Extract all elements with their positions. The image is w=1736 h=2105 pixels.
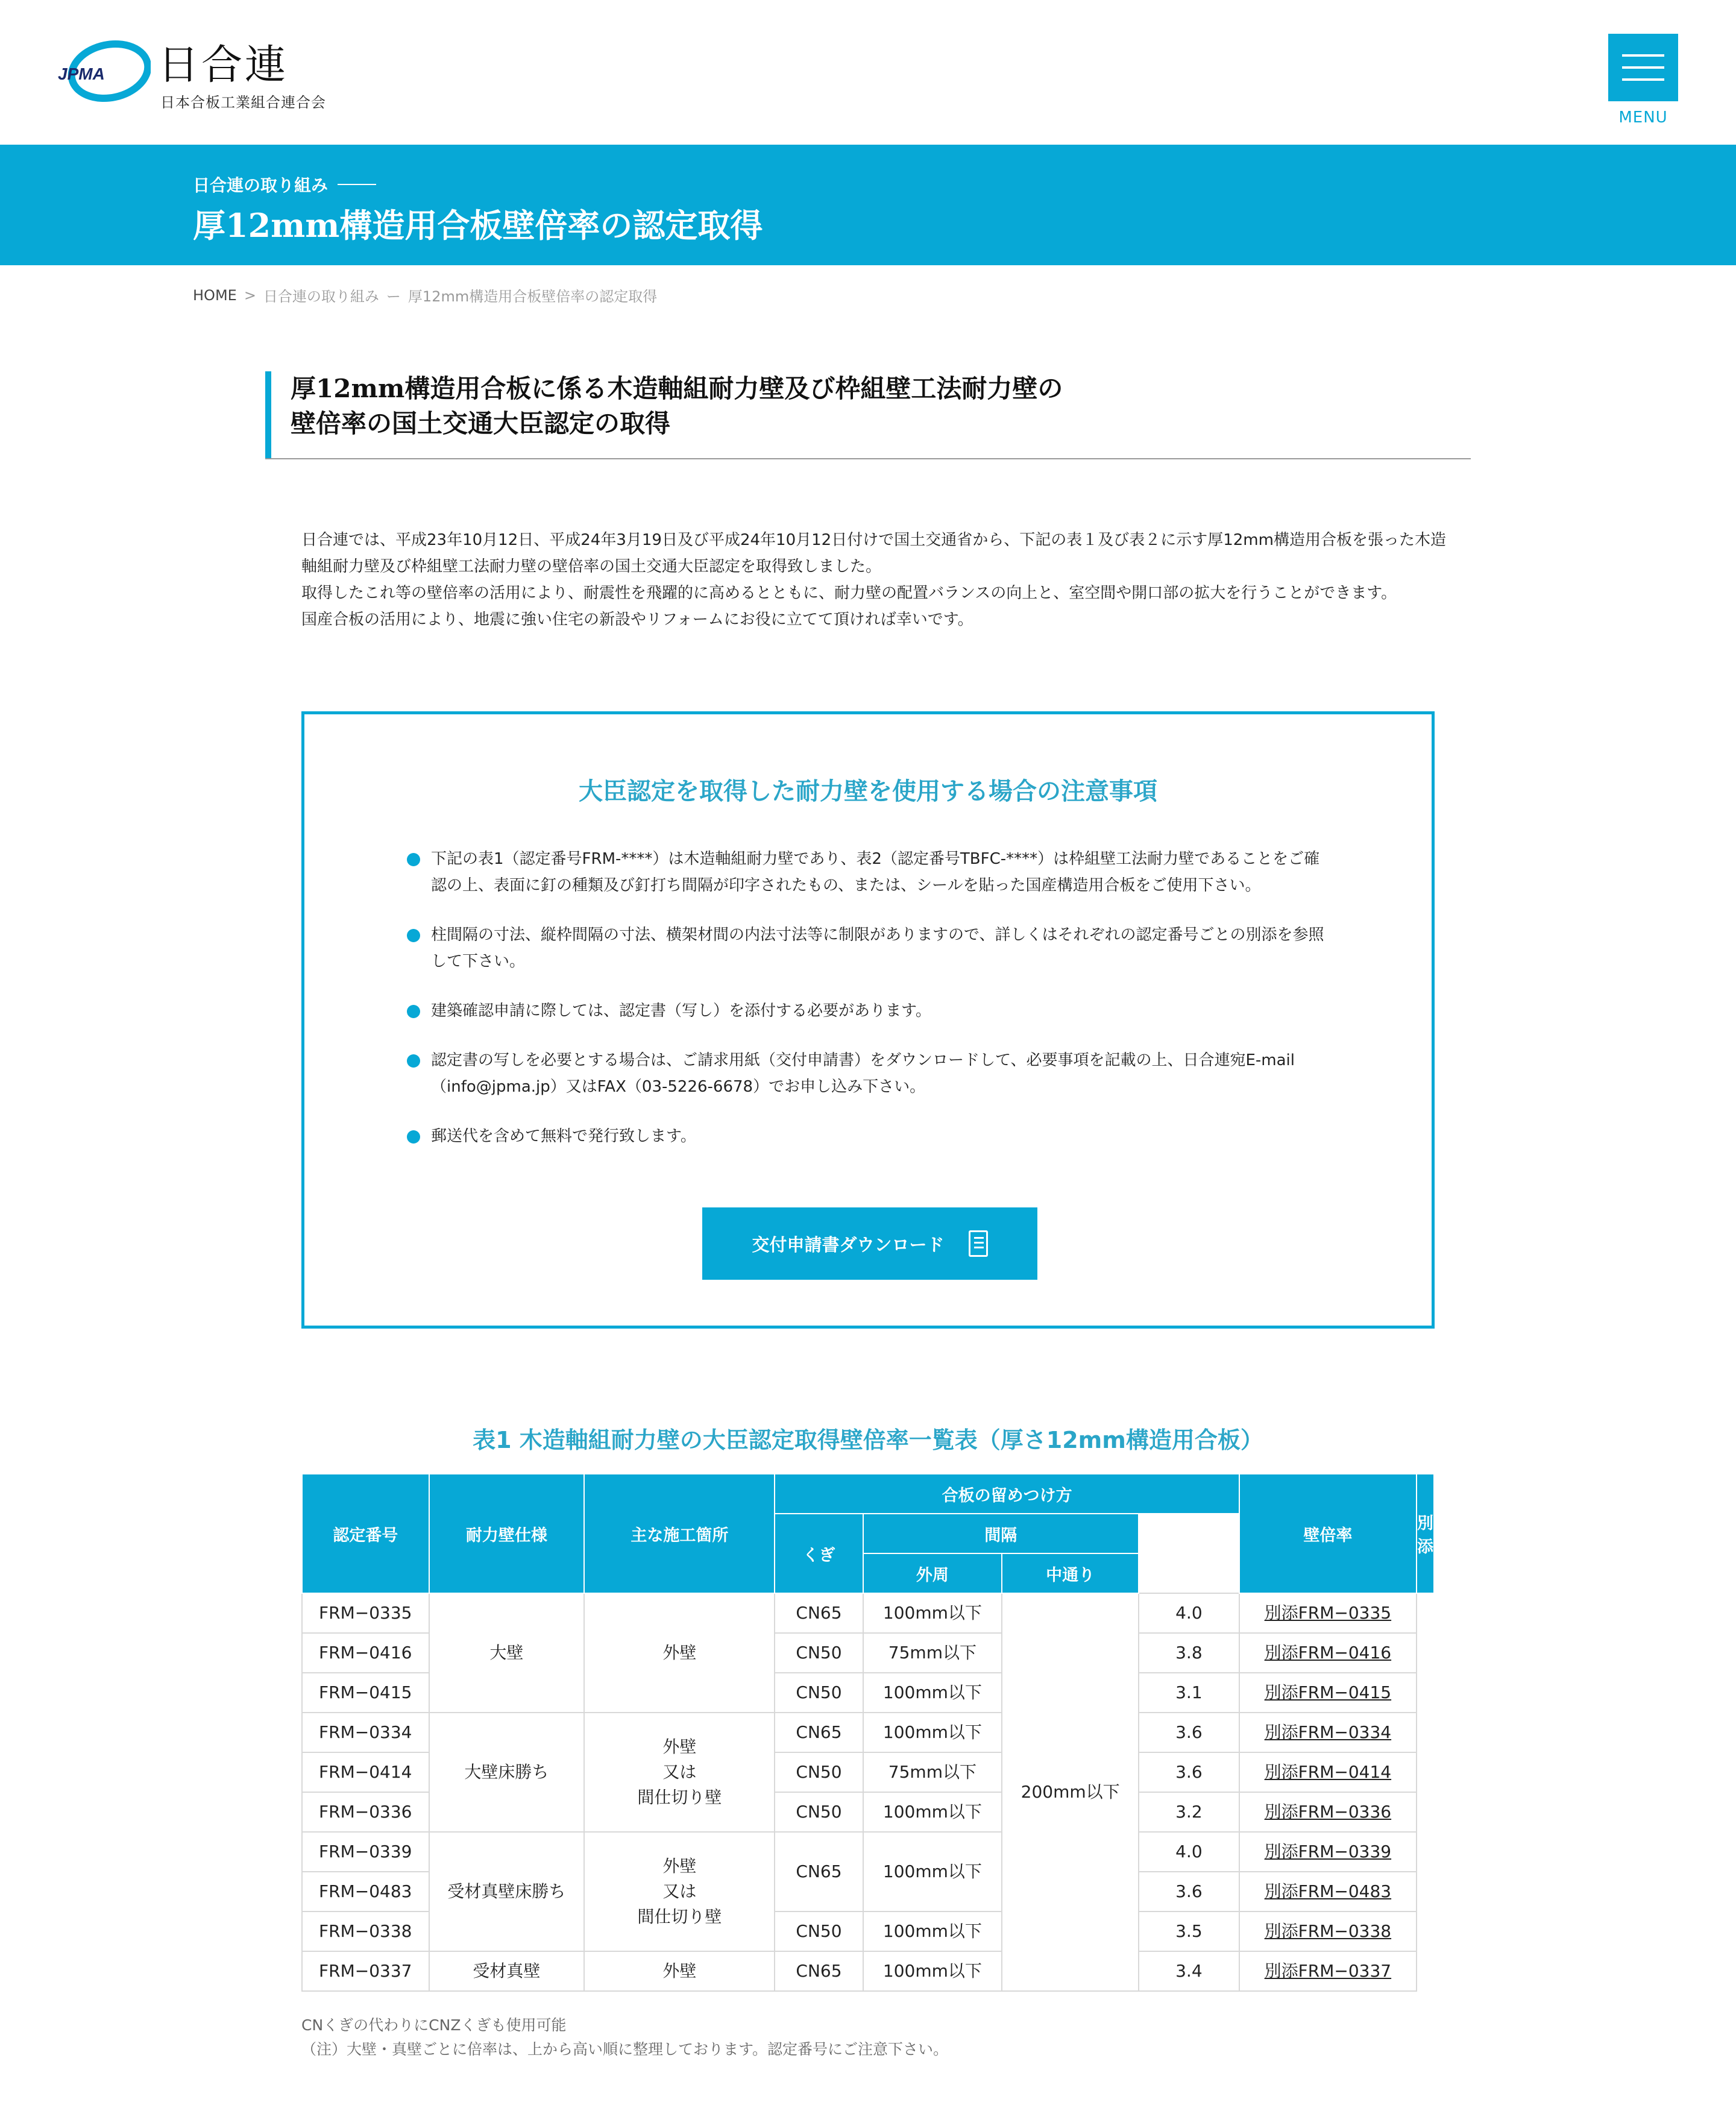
middle-spacing-cell: 200mm以下	[1002, 1593, 1139, 1991]
location-cell: 外壁 又は 間仕切り壁	[584, 1713, 775, 1832]
ratio-cell: 4.0	[1139, 1832, 1239, 1872]
ratio-cell: 3.6	[1139, 1713, 1239, 1752]
breadcrumb-category[interactable]: 日合連の取り組み	[263, 288, 379, 305]
download-button[interactable]	[702, 1207, 1037, 1280]
table-row	[302, 1832, 1434, 1872]
nail-cell: CN65	[775, 1593, 863, 1633]
cert-no-cell: FRM−0483	[302, 1872, 429, 1911]
nail-cell: CN50	[775, 1633, 863, 1673]
table1-title: 表1 木造軸組耐力壁の大臣認定取得壁倍率一覧表（厚さ12mm構造用合板）	[473, 1427, 1263, 1453]
outer-cell: 100mm以下	[863, 1951, 1002, 1991]
nail-cell: CN65	[775, 1713, 863, 1752]
nail-cell: CN65	[775, 1832, 863, 1911]
notice-item-text: 建築確認申請に際しては、認定書（写し）を添付する必要があります。	[431, 1002, 931, 1020]
ratio-cell: 3.6	[1139, 1872, 1239, 1911]
band-divider	[338, 184, 376, 185]
attachment-link[interactable]: 別添FRM−0415	[1264, 1682, 1392, 1702]
notice-item	[407, 1123, 1329, 1150]
attachment-link[interactable]: 別添FRM−0416	[1264, 1643, 1392, 1663]
outer-cell: 100mm以下	[863, 1673, 1002, 1713]
breadcrumb	[193, 285, 657, 306]
cert-no-cell: FRM−0339	[302, 1832, 429, 1872]
header-attachment: 別添	[1417, 1474, 1434, 1593]
notice-item	[407, 846, 1329, 899]
spec-cell: 大壁床勝ち	[429, 1713, 585, 1832]
org-full-name: 日本合板工業組合連合会	[160, 94, 326, 111]
section-heading-line1: 厚12mm構造用合板に係る木造軸組耐力壁及び枠組壁工法耐力壁の	[291, 374, 1063, 403]
intro-paragraph: 取得したこれ等の壁倍率の活用により、耐震性を飛躍的に高めるとともに、耐力壁の配置バランスの向上と、室空間や開口部の拡大を行うことができます。	[301, 584, 1397, 602]
nail-cell: CN50	[775, 1752, 863, 1792]
band-category	[193, 172, 376, 197]
attachment-cell	[1239, 1911, 1417, 1951]
cert-no-cell: FRM−0416	[302, 1633, 429, 1673]
outer-cell: 75mm以下	[863, 1633, 1002, 1673]
spec-cell: 受材真壁床勝ち	[429, 1832, 585, 1951]
ratio-cell: 3.5	[1139, 1911, 1239, 1951]
table-row	[302, 1593, 1434, 1633]
header-nail: くぎ	[775, 1514, 863, 1593]
cert-no-cell: FRM−0414	[302, 1752, 429, 1792]
breadcrumb-separator: >	[244, 286, 256, 304]
attachment-cell	[1239, 1673, 1417, 1713]
site-header	[0, 0, 1736, 145]
table-notes	[301, 2013, 948, 2062]
bullet-icon	[407, 1130, 420, 1144]
notice-box	[301, 711, 1435, 1329]
outer-cell: 100mm以下	[863, 1713, 1002, 1752]
attachment-link[interactable]: 別添FRM−0339	[1264, 1842, 1392, 1861]
notice-item-text: 柱間隔の寸法、縦枠間隔の寸法、横架材間の内法寸法等に制限がありますので、詳しくはそれぞれの認定番号ごとの別添を参照して下さい。	[431, 926, 1324, 971]
intro-paragraph: 国産合板の活用により、地震に強い住宅の新設やリフォームにお役に立てて頂ければ幸いです。	[301, 611, 973, 629]
bullet-icon	[407, 1054, 420, 1068]
hamburger-icon	[1622, 54, 1664, 57]
breadcrumb-current: 厚12mm構造用合板壁倍率の認定取得	[407, 288, 658, 305]
location-cell: 外壁	[584, 1951, 775, 1991]
spec-cell: 受材真壁	[429, 1951, 585, 1991]
nail-cell: CN50	[775, 1911, 863, 1951]
attachment-link[interactable]: 別添FRM−0334	[1264, 1722, 1392, 1742]
attachment-link[interactable]: 別添FRM−0414	[1264, 1762, 1392, 1782]
cert-no-cell: FRM−0415	[302, 1673, 429, 1713]
attachment-cell	[1239, 1593, 1417, 1633]
outer-cell: 100mm以下	[863, 1911, 1002, 1951]
notice-item	[407, 1047, 1329, 1100]
notice-title: 大臣認定を取得した耐力壁を使用する場合の注意事項	[579, 777, 1157, 805]
ratio-cell: 3.2	[1139, 1792, 1239, 1832]
bullet-icon	[407, 853, 420, 866]
location-cell: 外壁 又は 間仕切り壁	[584, 1832, 775, 1951]
attachment-cell	[1239, 1752, 1417, 1792]
notice-item	[407, 922, 1329, 975]
header-spec: 耐力壁仕様	[429, 1474, 585, 1593]
table-note: CNくぎの代わりにCNZくぎも使用可能	[301, 2016, 567, 2034]
location-cell: 外壁	[584, 1593, 775, 1713]
attachment-cell	[1239, 1713, 1417, 1752]
table-row	[302, 1951, 1434, 1991]
nail-cell: CN50	[775, 1673, 863, 1713]
notice-item-text: 下記の表1（認定番号FRM-****）は木造軸組耐力壁であり、表2（認定番号TBFC-****）は枠組壁工法耐力壁であることをご確認の上、表面に釘の種類及び釘打ち間隔が印字されたもの、または、シールを貼った国産構造用合板をご使用下さい。	[431, 850, 1320, 895]
ratio-cell: 3.8	[1139, 1633, 1239, 1673]
header-outer: 外周	[863, 1553, 1002, 1593]
bullet-icon	[407, 1005, 420, 1018]
page-title: 厚12mm構造用合板壁倍率の認定取得	[193, 206, 763, 245]
cert-no-cell: FRM−0334	[302, 1713, 429, 1752]
ratio-cell: 3.4	[1139, 1951, 1239, 1991]
header-middle: 中通り	[1002, 1553, 1139, 1593]
attachment-link[interactable]: 別添FRM−0335	[1264, 1603, 1392, 1623]
document-icon	[969, 1230, 988, 1257]
hamburger-icon-bar	[1622, 78, 1664, 81]
attachment-cell	[1239, 1951, 1417, 1991]
notice-item-text: 認定書の写しを必要とする場合は、ご請求用紙（交付申請書）をダウンロードして、必要事項を記載の上、日合連宛E-mail（info@jpma.jp）又はFAX（03-5226-6678）でお申し込み下さい。	[431, 1051, 1295, 1096]
hamburger-icon-bar	[1622, 66, 1664, 69]
attachment-link[interactable]: 別添FRM−0483	[1264, 1881, 1392, 1901]
org-name[interactable]: 日合連	[158, 42, 289, 89]
attachment-cell	[1239, 1633, 1417, 1673]
section-heading-line2: 壁倍率の国土交通大臣認定の取得	[291, 409, 671, 438]
nail-cell: CN50	[775, 1792, 863, 1832]
header-fastening: 合板の留めつけ方	[775, 1474, 1239, 1514]
ratio-cell: 3.1	[1139, 1673, 1239, 1713]
attachment-cell	[1239, 1832, 1417, 1872]
menu-button[interactable]	[1608, 34, 1678, 101]
cert-no-cell: FRM−0335	[302, 1593, 429, 1633]
notice-item	[407, 998, 1329, 1024]
breadcrumb-separator: ー	[386, 288, 401, 305]
attachment-link[interactable]: 別添FRM−0338	[1264, 1921, 1392, 1941]
cert-no-cell: FRM−0337	[302, 1951, 429, 1991]
outer-cell: 100mm以下	[863, 1593, 1002, 1633]
attachment-cell	[1239, 1792, 1417, 1832]
outer-cell: 75mm以下	[863, 1752, 1002, 1792]
section-heading	[265, 371, 1471, 458]
header-cert-no: 認定番号	[302, 1474, 429, 1593]
notice-item-text: 郵送代を含めて無料で発行致します。	[431, 1127, 696, 1145]
menu-label[interactable]: MENU	[1618, 109, 1668, 127]
intro-text	[301, 527, 1447, 633]
cert-no-cell: FRM−0338	[302, 1911, 429, 1951]
notice-list	[407, 846, 1329, 1172]
table-row	[302, 1713, 1434, 1752]
attachment-cell	[1239, 1872, 1417, 1911]
ratio-cell: 3.6	[1139, 1752, 1239, 1792]
attachment-link[interactable]: 別添FRM−0336	[1264, 1802, 1392, 1822]
band-category-label: 日合連の取り組み	[193, 175, 329, 195]
logo-mark-text: JPMA	[58, 65, 105, 83]
breadcrumb-home[interactable]: HOME	[193, 286, 237, 304]
spec-cell: 大壁	[429, 1593, 585, 1713]
bullet-icon	[407, 929, 420, 942]
attachment-link[interactable]: 別添FRM−0337	[1264, 1961, 1392, 1981]
download-button-label: 交付申請書ダウンロード	[752, 1234, 945, 1255]
header-location: 主な施工箇所	[584, 1474, 775, 1593]
outer-cell: 100mm以下	[863, 1792, 1002, 1832]
jpma-logo[interactable]	[54, 37, 151, 105]
cert-no-cell: FRM−0336	[302, 1792, 429, 1832]
ratio-cell: 4.0	[1139, 1593, 1239, 1633]
section-divider	[265, 458, 1471, 459]
header-spacing: 間隔	[863, 1514, 1139, 1553]
table-note: （注）大壁・真壁ごとに倍率は、上から高い順に整理しております。認定番号にご注意下さい。	[301, 2040, 949, 2058]
nail-cell: CN65	[775, 1951, 863, 1991]
outer-cell: 100mm以下	[863, 1832, 1002, 1911]
header-ratio: 壁倍率	[1239, 1474, 1417, 1593]
wall-ratio-table	[301, 1473, 1435, 1992]
intro-paragraph: 日合連では、平成23年10月12日、平成24年3月19日及び平成24年10月12日付けで国土交通省から、下記の表１及び表２に示す厚12mm構造用合板を張った木造軸組耐力壁及び枠組壁工法耐力壁の壁倍率の国土交通大臣認定を取得致しました。	[301, 531, 1446, 576]
